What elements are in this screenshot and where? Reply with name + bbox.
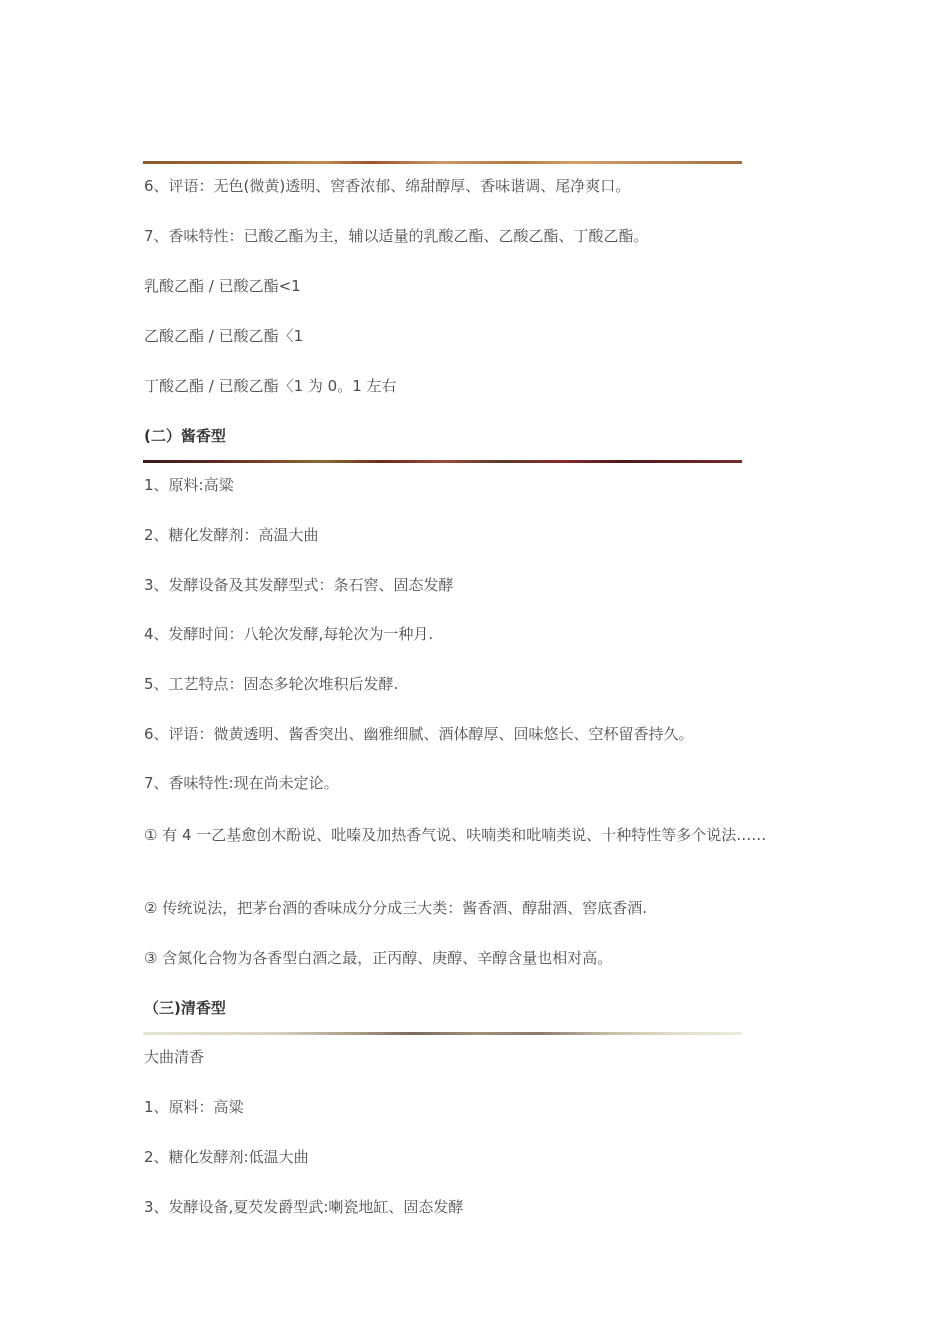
ratio-line: 丁酸乙酯 / 已酸乙酯〈1 为 0。1 左右 — [144, 377, 397, 395]
section-heading: (二）酱香型 — [144, 427, 226, 445]
list-item: ② 传统说法，把茅台酒的香味成分分成三大类：酱香酒、醇甜酒、窖底香酒. — [144, 899, 647, 917]
list-item: 7、香味特性:现在尚未定论。 — [144, 774, 339, 792]
list-item: 6、评语：微黄透明、酱香突出、幽雅细腻、酒体醇厚、回味悠长、空杯留香持久。 — [144, 725, 694, 743]
decorative-divider — [143, 1032, 742, 1035]
list-item: 2、糖化发酵剂:低温大曲 — [144, 1148, 309, 1166]
list-item: 1、原料:高粱 — [144, 476, 234, 494]
subheading: 大曲清香 — [144, 1048, 205, 1066]
section-heading: （三)清香型 — [144, 999, 226, 1017]
list-item: 6、评语：无色(微黄)透明、窖香浓郁、绵甜醇厚、香味谐调、尾净爽口。 — [144, 177, 631, 195]
list-item: 2、糖化发酵剂：高温大曲 — [144, 526, 319, 544]
list-item: 5、工艺特点：固态多轮次堆积后发酵. — [144, 675, 399, 693]
list-item: ① 有 4 一乙基愈创木酚说、吡嗪及加热香气说、呋喃类和吡喃类说、十种特性等多个说法…… — [144, 826, 767, 844]
list-item: 7、香味特性：已酸乙酯为主，辅以适量的乳酸乙酯、乙酸乙酯、丁酸乙酯。 — [144, 227, 649, 245]
ratio-line: 乙酸乙酯 / 已酸乙酯〈1 — [144, 327, 304, 345]
decorative-divider — [143, 460, 742, 463]
list-item: ③ 含氮化合物为各香型白酒之最，正丙醇、庚醇、辛醇含量也相对高。 — [144, 949, 613, 967]
list-item: 3、发酵设备,夏芡发爵型武:喇瓷地缸、固态发酵 — [144, 1198, 464, 1216]
list-item: 4、发酵时间：八轮次发酵,每轮次为一种月. — [144, 625, 434, 643]
list-item: 1、原料：高粱 — [144, 1098, 244, 1116]
ratio-line: 乳酸乙酯 / 已酸乙酯<1 — [144, 277, 301, 295]
list-item: 3、发酵设备及其发酵型式：条石窖、固态发酵 — [144, 576, 454, 594]
decorative-divider — [143, 161, 742, 164]
